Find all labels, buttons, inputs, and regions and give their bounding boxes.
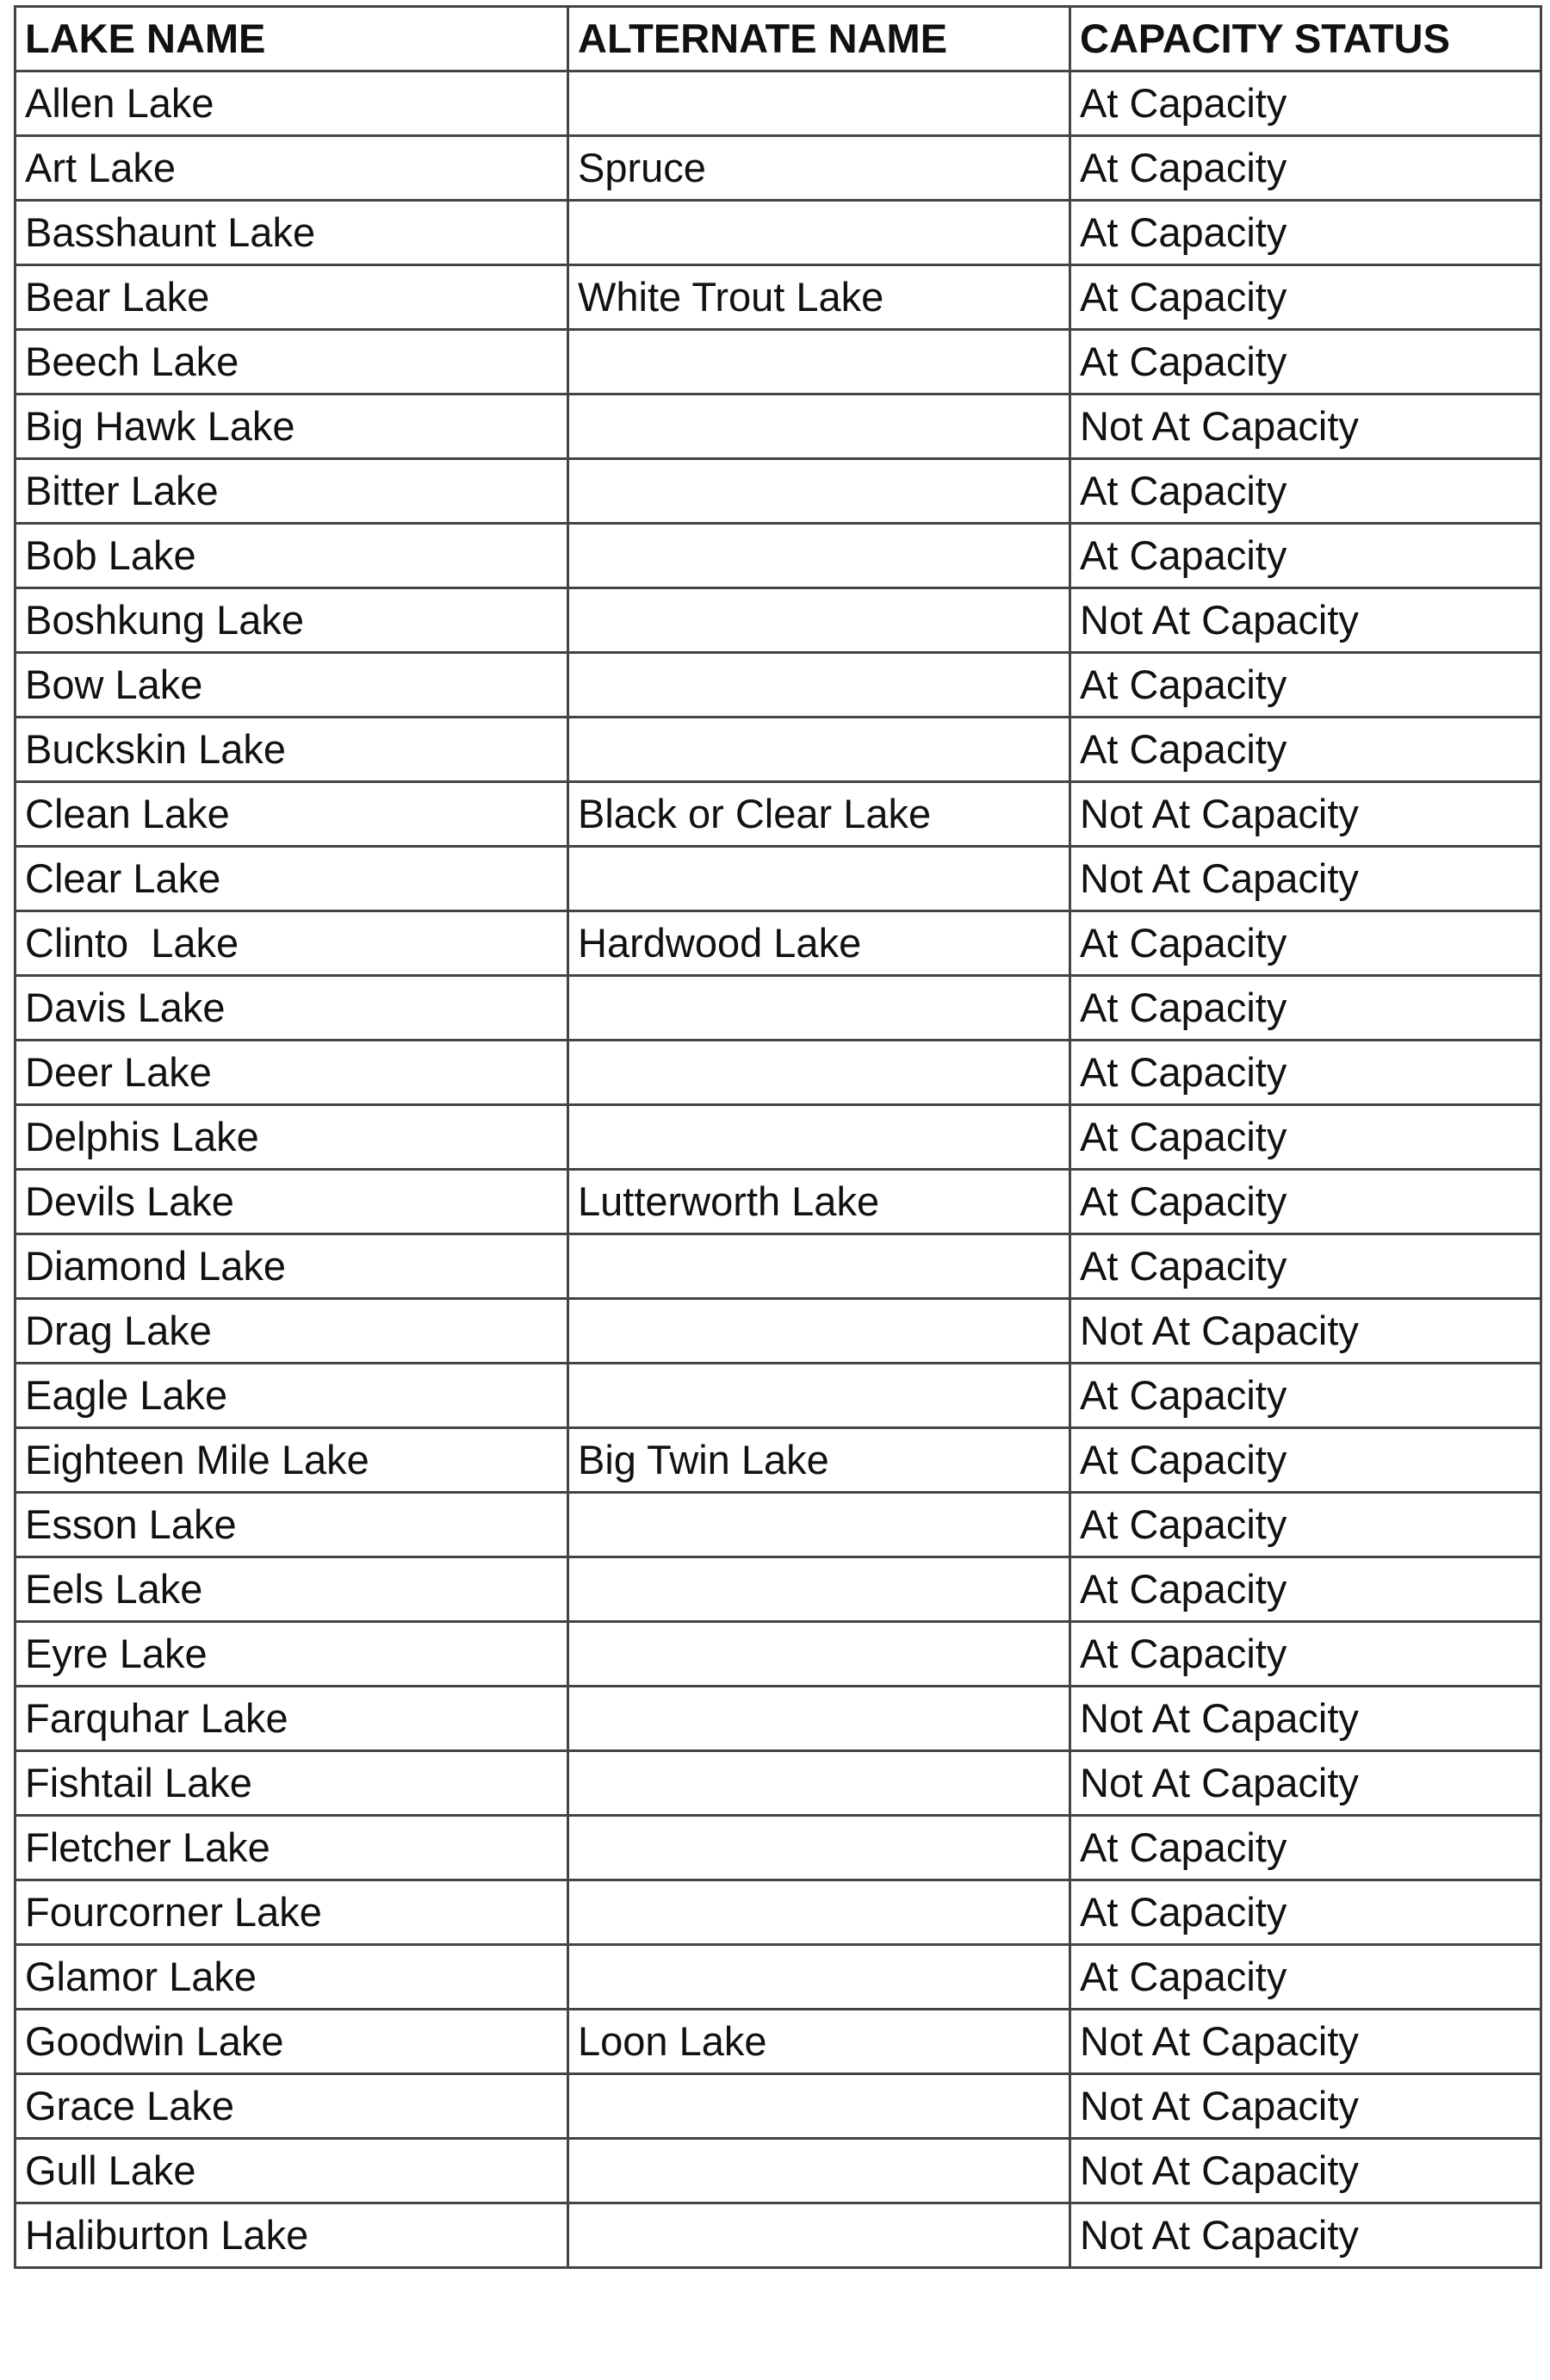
capacity-status-cell: At Capacity xyxy=(1070,1170,1541,1234)
alternate-name-cell: White Trout Lake xyxy=(568,265,1070,330)
alternate-name-cell xyxy=(568,71,1070,136)
alternate-name-cell: Lutterworth Lake xyxy=(568,1170,1070,1234)
alternate-name-cell xyxy=(568,976,1070,1041)
table-body xyxy=(16,71,1541,2268)
table-row xyxy=(16,588,1541,653)
lake-name-cell: Devils Lake xyxy=(16,1170,568,1234)
lake-name-cell: Fletcher Lake xyxy=(16,1816,568,1880)
alternate-name-cell xyxy=(568,1816,1070,1880)
capacity-status-cell: At Capacity xyxy=(1070,71,1541,136)
alternate-name-cell xyxy=(568,459,1070,524)
lake-name-cell: Fourcorner Lake xyxy=(16,1880,568,1945)
table-row xyxy=(16,2139,1541,2203)
lake-name-cell: Eagle Lake xyxy=(16,1364,568,1428)
alternate-name-cell xyxy=(568,1622,1070,1687)
lake-name-cell: Beech Lake xyxy=(16,330,568,395)
table-row xyxy=(16,782,1541,847)
table-row xyxy=(16,1687,1541,1751)
alternate-name-cell xyxy=(568,1557,1070,1622)
lake-name-cell: Haliburton Lake xyxy=(16,2203,568,2268)
lake-name-cell: Buckskin Lake xyxy=(16,718,568,782)
table-row xyxy=(16,1170,1541,1234)
lake-name-cell: Deer Lake xyxy=(16,1041,568,1105)
lake-name-cell: Clear Lake xyxy=(16,847,568,911)
alternate-name-cell xyxy=(568,1880,1070,1945)
capacity-status-cell: At Capacity xyxy=(1070,459,1541,524)
table-row xyxy=(16,1234,1541,1299)
capacity-status-cell: At Capacity xyxy=(1070,1945,1541,2010)
alternate-name-cell xyxy=(568,330,1070,395)
capacity-status-cell: Not At Capacity xyxy=(1070,2010,1541,2074)
capacity-status-cell: Not At Capacity xyxy=(1070,2139,1541,2203)
lake-name-cell: Esson Lake xyxy=(16,1493,568,1557)
lake-name-cell: Farquhar Lake xyxy=(16,1687,568,1751)
table-row xyxy=(16,1945,1541,2010)
alternate-name-cell: Big Twin Lake xyxy=(568,1428,1070,1493)
alternate-name-cell xyxy=(568,847,1070,911)
lake-name-cell: Allen Lake xyxy=(16,71,568,136)
alternate-name-cell xyxy=(568,395,1070,459)
capacity-status-cell: At Capacity xyxy=(1070,1428,1541,1493)
table-row xyxy=(16,524,1541,588)
table-row xyxy=(16,1493,1541,1557)
alternate-name-cell xyxy=(568,1687,1070,1751)
table-row xyxy=(16,201,1541,265)
capacity-status-cell: At Capacity xyxy=(1070,1041,1541,1105)
lake-name-cell: Eels Lake xyxy=(16,1557,568,1622)
alternate-name-cell xyxy=(568,1751,1070,1816)
capacity-status-cell: Not At Capacity xyxy=(1070,2203,1541,2268)
lake-name-cell: Delphis Lake xyxy=(16,1105,568,1170)
table-row xyxy=(16,136,1541,201)
capacity-status-cell: Not At Capacity xyxy=(1070,1751,1541,1816)
alternate-name-cell xyxy=(568,588,1070,653)
alternate-name-cell xyxy=(568,2203,1070,2268)
lake-name-cell: Clinto Lake xyxy=(16,911,568,976)
capacity-status-cell: At Capacity xyxy=(1070,136,1541,201)
alternate-name-cell xyxy=(568,201,1070,265)
header-capacity-status: CAPACITY STATUS xyxy=(1070,7,1541,71)
table-row xyxy=(16,1880,1541,1945)
lake-name-cell: Gull Lake xyxy=(16,2139,568,2203)
lake-capacity-table xyxy=(14,5,1542,2269)
alternate-name-cell xyxy=(568,1105,1070,1170)
lake-name-cell: Diamond Lake xyxy=(16,1234,568,1299)
lake-name-cell: Bitter Lake xyxy=(16,459,568,524)
table-row xyxy=(16,718,1541,782)
capacity-status-cell: Not At Capacity xyxy=(1070,1687,1541,1751)
capacity-status-cell: At Capacity xyxy=(1070,718,1541,782)
capacity-status-cell: At Capacity xyxy=(1070,1234,1541,1299)
capacity-status-cell: At Capacity xyxy=(1070,330,1541,395)
capacity-status-cell: At Capacity xyxy=(1070,1880,1541,1945)
alternate-name-cell: Black or Clear Lake xyxy=(568,782,1070,847)
lake-name-cell: Drag Lake xyxy=(16,1299,568,1364)
lake-name-cell: Bob Lake xyxy=(16,524,568,588)
header-lake-name: LAKE NAME xyxy=(16,7,568,71)
table-header xyxy=(16,7,1541,71)
lake-name-cell: Glamor Lake xyxy=(16,1945,568,2010)
table-row xyxy=(16,653,1541,718)
alternate-name-cell xyxy=(568,718,1070,782)
table-row xyxy=(16,1557,1541,1622)
capacity-status-cell: At Capacity xyxy=(1070,1557,1541,1622)
alternate-name-cell xyxy=(568,2139,1070,2203)
table-row xyxy=(16,330,1541,395)
alternate-name-cell xyxy=(568,524,1070,588)
capacity-status-cell: Not At Capacity xyxy=(1070,2074,1541,2139)
capacity-status-cell: At Capacity xyxy=(1070,976,1541,1041)
capacity-status-cell: At Capacity xyxy=(1070,1622,1541,1687)
header-alternate-name: ALTERNATE NAME xyxy=(568,7,1070,71)
table-row xyxy=(16,2010,1541,2074)
table-row xyxy=(16,1105,1541,1170)
alternate-name-cell xyxy=(568,1364,1070,1428)
capacity-status-cell: Not At Capacity xyxy=(1070,847,1541,911)
lake-name-cell: Eyre Lake xyxy=(16,1622,568,1687)
capacity-status-cell: Not At Capacity xyxy=(1070,782,1541,847)
lake-name-cell: Davis Lake xyxy=(16,976,568,1041)
lake-name-cell: Big Hawk Lake xyxy=(16,395,568,459)
alternate-name-cell: Loon Lake xyxy=(568,2010,1070,2074)
capacity-status-cell: At Capacity xyxy=(1070,1493,1541,1557)
capacity-status-cell: At Capacity xyxy=(1070,653,1541,718)
alternate-name-cell xyxy=(568,1945,1070,2010)
header-row xyxy=(16,7,1541,71)
capacity-status-cell: At Capacity xyxy=(1070,911,1541,976)
lake-name-cell: Basshaunt Lake xyxy=(16,201,568,265)
alternate-name-cell xyxy=(568,1493,1070,1557)
capacity-status-cell: At Capacity xyxy=(1070,201,1541,265)
lake-name-cell: Grace Lake xyxy=(16,2074,568,2139)
table-row xyxy=(16,1364,1541,1428)
capacity-status-cell: Not At Capacity xyxy=(1070,1299,1541,1364)
alternate-name-cell xyxy=(568,1234,1070,1299)
table-row xyxy=(16,1816,1541,1880)
lake-name-cell: Boshkung Lake xyxy=(16,588,568,653)
table-row xyxy=(16,976,1541,1041)
table-row xyxy=(16,2074,1541,2139)
table-row xyxy=(16,1041,1541,1105)
lake-name-cell: Clean Lake xyxy=(16,782,568,847)
table-row xyxy=(16,2203,1541,2268)
lake-name-cell: Eighteen Mile Lake xyxy=(16,1428,568,1493)
table-row xyxy=(16,1299,1541,1364)
alternate-name-cell: Hardwood Lake xyxy=(568,911,1070,976)
table-row xyxy=(16,911,1541,976)
capacity-status-cell: At Capacity xyxy=(1070,524,1541,588)
capacity-status-cell: At Capacity xyxy=(1070,265,1541,330)
lake-name-cell: Bow Lake xyxy=(16,653,568,718)
table-row xyxy=(16,265,1541,330)
table-row xyxy=(16,1428,1541,1493)
capacity-status-cell: Not At Capacity xyxy=(1070,395,1541,459)
lake-name-cell: Bear Lake xyxy=(16,265,568,330)
table-row xyxy=(16,71,1541,136)
alternate-name-cell xyxy=(568,1041,1070,1105)
table-row xyxy=(16,1751,1541,1816)
alternate-name-cell: Spruce xyxy=(568,136,1070,201)
table-row xyxy=(16,1622,1541,1687)
table-row xyxy=(16,395,1541,459)
table-row xyxy=(16,847,1541,911)
alternate-name-cell xyxy=(568,2074,1070,2139)
capacity-status-cell: At Capacity xyxy=(1070,1364,1541,1428)
capacity-status-cell: Not At Capacity xyxy=(1070,588,1541,653)
lake-name-cell: Goodwin Lake xyxy=(16,2010,568,2074)
alternate-name-cell xyxy=(568,653,1070,718)
capacity-status-cell: At Capacity xyxy=(1070,1105,1541,1170)
lake-name-cell: Fishtail Lake xyxy=(16,1751,568,1816)
alternate-name-cell xyxy=(568,1299,1070,1364)
table-row xyxy=(16,459,1541,524)
lake-name-cell: Art Lake xyxy=(16,136,568,201)
capacity-status-cell: At Capacity xyxy=(1070,1816,1541,1880)
